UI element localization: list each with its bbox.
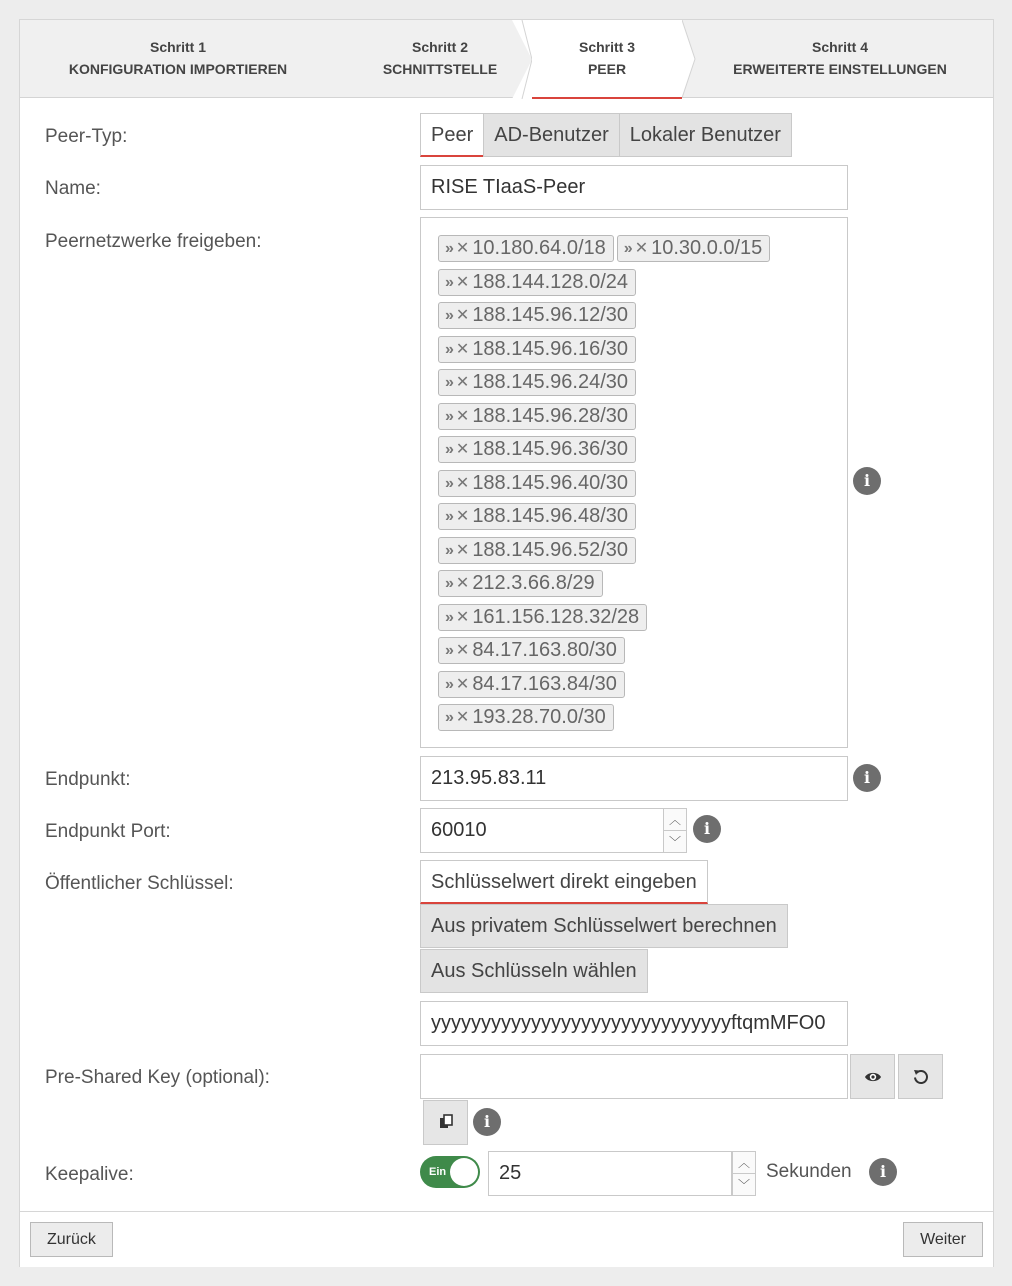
remove-icon[interactable]: ✕ [455, 608, 470, 626]
remove-icon[interactable]: ✕ [634, 240, 649, 257]
name-label: Name: [45, 178, 101, 199]
wizard-steps [20, 20, 993, 98]
network-tag[interactable] [438, 671, 625, 698]
network-tag-label: 188.145.96.52/30 [472, 538, 629, 561]
drag-handle-icon[interactable]: » [445, 307, 452, 324]
peer-type-option-ad-user[interactable]: AD-Benutzer [483, 113, 620, 157]
step-2-label: SCHNITTSTELLE [382, 61, 498, 77]
keepalive-stepper[interactable] [732, 1151, 756, 1196]
network-tag[interactable] [438, 637, 625, 664]
public-key-option-compute[interactable]: Aus privatem Schlüsselwert berechnen [420, 904, 788, 948]
copy-key-button[interactable] [423, 1100, 468, 1145]
step-separator-left [512, 20, 534, 99]
next-button[interactable]: Weiter [903, 1222, 983, 1257]
network-tag-label: 188.145.96.48/30 [472, 505, 629, 527]
regenerate-key-button[interactable] [898, 1054, 943, 1099]
remove-icon[interactable]: ✕ [455, 441, 470, 458]
networks-label: Peernetzwerke freigeben: [45, 231, 262, 252]
keepalive-input[interactable]: 25 [488, 1151, 732, 1196]
endpoint-label: Endpunkt: [45, 769, 131, 790]
remove-icon[interactable]: ✕ [455, 642, 470, 659]
endpoint-port-input[interactable]: 60010 [420, 808, 664, 853]
wizard-footer [20, 1211, 993, 1267]
network-tag[interactable] [617, 235, 771, 262]
step-4-label: ERWEITERTE EINSTELLUNGEN [733, 61, 947, 77]
remove-icon[interactable]: ✕ [455, 340, 470, 358]
step-separator-right [682, 20, 696, 98]
psk-info-icon[interactable]: i [473, 1108, 501, 1136]
network-tag-label: 188.145.96.36/30 [472, 438, 629, 460]
step-1[interactable] [40, 20, 316, 97]
peer-type-option-peer[interactable]: Peer [420, 113, 484, 157]
network-tag[interactable] [438, 403, 636, 430]
network-tag[interactable] [438, 269, 636, 296]
public-key-input[interactable]: yyyyyyyyyyyyyyyyyyyyyyyyyyyyyyftqmMFO0 [420, 1001, 848, 1046]
network-tag[interactable] [438, 235, 614, 262]
network-tag-label: 188.145.96.40/30 [472, 471, 629, 494]
endpoint-info-icon[interactable]: i [853, 764, 881, 792]
network-tag-label: 84.17.163.84/30 [472, 672, 617, 695]
network-tag-label: 193.28.70.0/30 [472, 706, 606, 728]
network-tag-label: 188.145.96.16/30 [472, 337, 629, 360]
step-3-label: PEER [587, 61, 627, 77]
wizard-frame [19, 19, 994, 1267]
network-tag[interactable] [438, 336, 636, 363]
step-4-number: Schritt 4 [811, 39, 868, 55]
remove-icon[interactable]: ✕ [455, 675, 470, 693]
chevron-up-icon[interactable]: ︿ [664, 809, 686, 831]
step-2[interactable] [350, 20, 530, 97]
drag-handle-icon[interactable]: » [445, 340, 452, 358]
network-tag-label: 10.180.64.0/18 [472, 237, 606, 259]
psk-label: Pre-Shared Key (optional): [45, 1067, 270, 1088]
network-tag-label: 188.145.96.24/30 [472, 371, 629, 393]
drag-handle-icon[interactable]: » [445, 407, 452, 425]
network-tag[interactable] [438, 436, 636, 463]
network-tag-label: 212.3.66.8/29 [472, 572, 595, 594]
show-password-button[interactable] [850, 1054, 895, 1099]
back-button[interactable]: Zurück [30, 1222, 113, 1257]
public-key-option-choose[interactable]: Aus Schlüsseln wählen [420, 949, 648, 993]
name-input[interactable]: RISE TIaaS-Peer [420, 165, 848, 210]
remove-icon[interactable]: ✕ [455, 575, 470, 592]
psk-input[interactable] [420, 1054, 848, 1099]
networks-tag-input[interactable] [420, 217, 848, 748]
peer-type-label: Peer-Typ: [45, 126, 128, 147]
drag-handle-icon[interactable]: » [445, 642, 452, 659]
network-tag[interactable] [438, 369, 636, 396]
chevron-up-icon[interactable]: ︿ [733, 1152, 755, 1174]
remove-icon[interactable]: ✕ [455, 508, 470, 525]
network-tag-label: 188.144.128.0/24 [472, 270, 629, 293]
step-1-number: Schritt 1 [149, 39, 206, 55]
network-tag[interactable] [438, 503, 636, 530]
drag-handle-icon[interactable]: » [445, 608, 452, 626]
network-tag[interactable] [438, 470, 636, 497]
network-tag[interactable] [438, 570, 603, 597]
keepalive-info-icon[interactable]: i [869, 1158, 897, 1186]
endpoint-port-stepper[interactable] [663, 808, 687, 853]
chevron-down-icon[interactable]: ﹀ [737, 1178, 750, 1192]
remove-icon[interactable]: ✕ [455, 374, 470, 391]
peer-type-option-local-user[interactable]: Lokaler Benutzer [619, 113, 792, 157]
network-tag-label: 10.30.0.0/15 [651, 237, 763, 259]
remove-icon[interactable]: ✕ [455, 273, 470, 291]
network-tag-label: 84.17.163.80/30 [472, 639, 617, 661]
keepalive-label: Keepalive: [45, 1164, 134, 1185]
drag-handle-icon[interactable]: » [445, 441, 452, 458]
step-3-number: Schritt 3 [578, 39, 635, 55]
keepalive-unit: Sekunden [766, 1161, 852, 1182]
copy-icon [438, 1114, 454, 1130]
step-2-number: Schritt 2 [411, 39, 468, 55]
keepalive-toggle[interactable] [420, 1156, 480, 1188]
step-4[interactable] [700, 20, 980, 97]
peer-type-selector [420, 113, 791, 157]
remove-icon[interactable]: ✕ [455, 407, 470, 425]
endpoint-port-info-icon[interactable]: i [693, 815, 721, 843]
eye-icon [864, 1068, 882, 1086]
network-tag-label: 188.145.96.28/30 [472, 404, 629, 427]
network-tag[interactable] [438, 704, 614, 731]
remove-icon[interactable]: ✕ [455, 709, 470, 726]
network-tag[interactable] [438, 537, 636, 564]
step-3-active[interactable] [532, 20, 682, 99]
chevron-down-icon[interactable]: ﹀ [668, 835, 681, 849]
drag-handle-icon[interactable]: » [445, 575, 452, 592]
network-tag[interactable] [438, 302, 636, 329]
drag-handle-icon[interactable]: » [623, 240, 631, 257]
endpoint-port-label: Endpunkt Port: [45, 821, 171, 842]
remove-icon[interactable]: ✕ [455, 240, 470, 257]
drag-handle-icon[interactable]: » [445, 675, 452, 693]
endpoint-input[interactable]: 213.95.83.11 [420, 756, 848, 801]
remove-icon[interactable]: ✕ [455, 541, 470, 559]
networks-info-icon[interactable]: i [853, 467, 881, 495]
drag-handle-icon[interactable]: » [445, 508, 452, 525]
drag-handle-icon[interactable]: » [445, 541, 452, 559]
network-tag-label: 161.156.128.32/28 [472, 605, 640, 628]
drag-handle-icon[interactable]: » [445, 273, 452, 291]
network-tag-label: 188.145.96.12/30 [472, 304, 629, 326]
drag-handle-icon[interactable]: » [445, 240, 452, 257]
remove-icon[interactable]: ✕ [455, 307, 470, 324]
step-1-label: KONFIGURATION IMPORTIEREN [68, 61, 288, 77]
keepalive-toggle-label: Ein [429, 1166, 447, 1178]
refresh-icon [912, 1068, 930, 1086]
network-tag[interactable] [438, 604, 647, 631]
drag-handle-icon[interactable]: » [445, 709, 452, 726]
drag-handle-icon[interactable]: » [445, 374, 452, 391]
drag-handle-icon[interactable]: » [445, 474, 452, 492]
remove-icon[interactable]: ✕ [455, 474, 470, 492]
toggle-knob [450, 1158, 478, 1186]
public-key-label: Öffentlicher Schlüssel: [45, 873, 234, 894]
public-key-option-direct[interactable]: Schlüsselwert direkt eingeben [420, 860, 708, 904]
